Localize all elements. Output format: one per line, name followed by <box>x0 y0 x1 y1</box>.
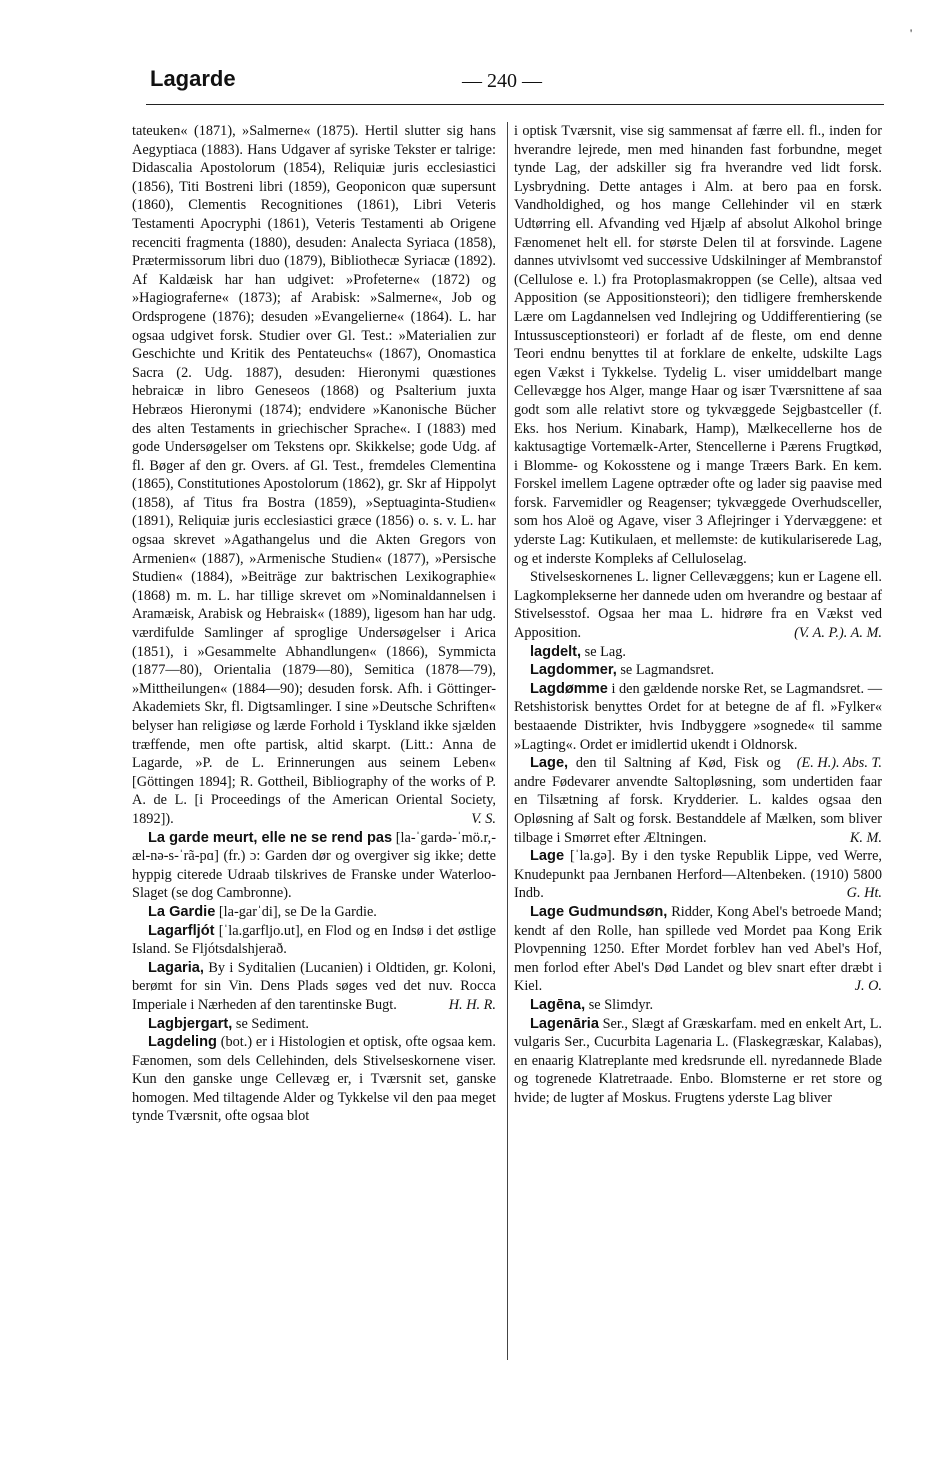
author-signature: G. Ht. <box>846 885 882 902</box>
entry-headword: Lagdommer, <box>530 662 617 679</box>
left-column <box>132 122 496 1126</box>
author-signature: V. S. <box>471 810 496 827</box>
entry-headword: Lagdeling <box>148 1034 217 1051</box>
author-signature: K. M. <box>849 829 882 846</box>
author-signature: (E. H.). Abs. T. <box>796 755 882 772</box>
entry-headword: Lage Gudmundsøn, <box>530 903 668 920</box>
author-signature: J. O. <box>854 978 882 995</box>
entry-text: se Slimdyr. <box>588 996 654 1013</box>
entry-lagena <box>514 996 882 1015</box>
entry-lagdeling <box>132 1033 496 1126</box>
entry-lagaria <box>132 959 496 1015</box>
entry-headword: Lage, <box>530 755 569 772</box>
page-header <box>150 66 884 100</box>
right-column <box>514 122 882 1107</box>
entry-text: [la-garˈdi], se De la Gardie. <box>218 903 377 920</box>
entry-text: tateuken« (1871), »Salmerne« (1875). Hertil slutter sig hans Aegyptiaca (1883). Hans Udgaver af syriske Tekster er talrige: Didascalia Apostolorum (1854), Reliquiæ juris ecclesiastici (1856), Titi Bostreni libri (1859), Geoponicon quæ supersunt (1860), Clementis Recognitiones (1861), Libri Veteris Testamenti Apocryphi (1861), Veteris Testamenti ab Origene recenciti fragmenta (1880), desuden: Analecta Syriaca (1858), Prætermissorum libri duo (1879), Bibliothecæ Syriacæ (1892). Af Kaldæisk har han udgivet: »Profeterne« (1872) og »Hagiograferne« (1873); af Arabisk: »Salmerne«, Job og Ordsprogene (1876); desuden »Evangelierne« (1864). L. har ogsaa udgivet forsk. Studier over Gl. Test.: »Materialien zur Geschichte und Kritik des Pentateuchs« (1867), Onomastica Sacra (2. Udg. 1887), desuden: Hieronymi quæstiones hebraicæ in libro Geneseos (1868) og Psalterium juxta Hebræos Hieronymi (1874); endvidere »Kanonische Bücher des alten Testaments in griechischer Sprache«. I (1883) med gode Undersøgelser om Tekstens opr. Skikkelse; gode Udg. af fl. Bøger af den gr. Overs. af Gl. Test., fremdeles Clementina (1865), Constitutiones Apostolorum (1862), gr. Skr af Hippolyt (1858), af Titus fra Bostra (1859), »Septuaginta-Studien« (1891), Reliquiæ juris ecclesiastici græce (1856) o. s. v. L. har ogsaa skrevet »Agathangelus und die Akten Gregors von Armenien« (1887), »Armenische Studien« (1877), »Persische Studien« (1884), »Beiträge zur baktrischen Lexikographie« (1868) m. m. L. har tillige skrevet om »Nominaldannelsen i Aramæisk, Arabisk og Hebraisk« (1889), ligesom han har udg. værdifulde Samlinger af sproglige Undersøgelser i Arica (1851), i »Gesammelte Abhandlungen« (1866), Symmicta (1877—80), Orientalia (1879—80), Semitica (1878—79), »Mittheilungen« (1884—90); desuden forsk. Afh. i Göttinger-Akademiets Skr, fl. Digtsamlinger. I sine »Deutsche Schriften« belyser han religiøse og lærde Forhold i Tyskland ikke sjælden træffende, men ofte partisk, altid skarpt. (Litt.: Anna de Lagarde, »P. de L. Erinnerungen aus seinem Leben« [Göttingen 1894]; R. Gottheil, Bibliography of the works of P. A. de L. [i Proceedings of the American Oriental Society, 1892]). <box>132 123 496 827</box>
entry-paragraph <box>514 568 882 642</box>
entry-text: Ser., Slægt af Græskarfam. med en enkelt Art, L. vulgaris Ser., Cucurbita Lagenaria L. (Flaskegræskar, Kalabas), en enaarig Klatreplante med kredsrunde ell. nyredannede Blade og togrenede Klatretraade. Enbo. Blomsterne er ret store og hvide; de lugter af Moskus. Frugtens yderste Lag bliver <box>514 1015 883 1106</box>
entry-lage-town <box>514 847 882 903</box>
entry-text: By i Syditalien (Lucanien) i Oldtiden, gr. Koloni, berømt for sin Vin. Dens Plads søges ved det nuv. Rocca Imperiale i Nærheden af den tarentinske Bugt. <box>132 959 496 1013</box>
entry-text: se Lagmandsret. <box>620 662 715 679</box>
entry-text: i optisk Tværsnit, vise sig sammensat af færre ell. fl., inden for hverandre lejrede, men med hinanden fast forbundne, meget tynde Lag, der adskiller sig fra hverandre ved lidt forsk. Lysbrydning. Dette antages i Alm. at bero paa en forsk. Vandholdighed, og hos mange Cellehinder vil en stærk Udtørring ell. Afvanding ved Hjælp af absolut Alkohol bringe Fænomenet helt ell. for største Delen til at forsvinde. Lagene dannes utvivlsomt ved successive Udskilninger af Membranstof (Cellulose e. l.) fra Protoplasmakroppen (se Celle), altsaa ved Apposition (se Appositionsteori); den tidligere fremherskende Lære om Lagdannelsen ved Indlejring og Uddifferentiering (se Intussusceptionsteori) er forladt af de fleste, om end denne Teori endnu benyttes til at forklare de enkelte, udskilte Lags egen Vækst i Tykkelse. Tydelig L. viser umiddelbart mange Cellevægge hos Alger, mange Haar og især Tværsnittene af saa godt som alle relativt store og tykvæggede Sejgbastceller (f. Eks. hos Nerium. Kinabark, Hamp), Mælkecellerne hos de kaktusagtige Vortemælk-Arter, Stencellerne i Pærens Frugtkød, i Blomme- og Kokosstene og i mange Træers Bark. En kem. Forskel imellem Lagene optræder ofte og lader sig paavise med forsk. Farvemidler og Reagenser; tykvæggede Overhudsceller, som hos Aloë og Agave, viser 3 Aflejringer i Ydervæggene: et yderste Lag: Kutikulaen, et mellemste: de kutikulariserede Lag, og et inderste Kompleks af Celluloselag. <box>514 123 882 567</box>
entry-la-garde-meurt <box>132 829 496 903</box>
entry-lagdelt <box>514 643 882 662</box>
entry-headword: Lage <box>530 848 565 865</box>
entry-text: (bot.) er i Histologien et optisk, ofte ogsaa kem. Fænomen, som dels Cellehinden, dels Stivelseskornene viser. Kun den ganske unge Cellevæg er, i Tværsnit set, ganske homogen. Med tiltagende Alder og Tykkelse vil den paa meget tynde Tværsnit, ofte ogsaa blot <box>132 1034 496 1125</box>
entry-text: Ridder, Kong Abel's betroede Mand; kendt af den Rolle, han spillede ved Mordet paa Kong Erik Plovpenning 1250. Efter Mordet forblev han ved Abel's Hof, men forlod efter Abel's Død Landet og blev snart efter dræbt i Kiel. <box>514 903 882 995</box>
entry-text: se Lag. <box>584 643 626 660</box>
author-signature: H. H. R. <box>448 996 496 1013</box>
author-signature: (V. A. P.). A. M. <box>794 625 882 642</box>
entry-headword: La garde meurt, elle ne se rend pas <box>148 829 393 846</box>
entry-text: se Sediment. <box>235 1015 309 1032</box>
entry-text: [ˈla.gə]. By i den tyske Republik Lippe, ved Werre, Knudepunkt paa Jernbanen Herford—Altenbeken. (1910) 5800 Indb. <box>514 848 882 902</box>
entry-lage-gudmundson <box>514 903 882 996</box>
entry-headword: lagdelt, <box>530 643 582 660</box>
entry-headword: La Gardie <box>148 903 216 920</box>
entry-lagarfljot <box>132 922 496 959</box>
entry-headword: Lagarfljót <box>148 922 215 939</box>
column-separator <box>507 122 508 1360</box>
entry-text: i den gældende norske Ret, se Lagmandsret. — Retshistorisk benyttes Ordet for at betegne de af fl. »Fylker« bestaaende Distrikter, hvis Indbyggere »sognede« til samme »Lagting«. Ordet er imidlertid ukendt i Oldnorsk. <box>514 680 883 753</box>
entry-headword: Lagbjergart, <box>148 1015 233 1032</box>
entry-headword: Lagaria, <box>148 959 204 976</box>
entry-lagdommer <box>514 661 882 680</box>
corner-mark: ' <box>910 26 913 40</box>
header-rule <box>146 104 884 105</box>
entry-headword: Lagēna, <box>530 996 586 1013</box>
entry-text: [la-ˈgardə-ˈmö.r,-æl-nə-s-ˈrã-pɑ] (fr.) ɔ: Garden dør og overgiver sig ikke; dette hyppig citerede Udraab tilskrives de Franske under Waterloo-Slaget (se dog Cambronne). <box>132 829 496 902</box>
entry-headword: Lagdømme <box>530 680 608 697</box>
entry-text: Stivelseskornenes L. ligner Cellevæggens; kun er Lagene ell. Lagkomplekserne her dannede uden om hverandre og bestaar af Stivelsesstof. Ogsaa her maa L. hidrøre fra en Vækst ved Apposition. <box>514 569 882 642</box>
entry-continuation <box>132 122 496 829</box>
header-word: Lagarde <box>150 66 236 91</box>
entry-text: den til Saltning af Kød, Fisk og andre Fødevarer anvendte Saltopløsning, som undertiden faar en Tilsætning af forsk. Krydderier. L. kaldes ogsaa den Opløsning af Salt og forsk. Bestanddele af Mælken, som bliver tilbage i Smørret efter Æltningen. <box>514 755 882 846</box>
page-number: — 240 — <box>462 70 542 92</box>
entry-la-gardie <box>132 903 496 922</box>
entry-lagenaria <box>514 1015 882 1108</box>
entry-lagbjergart <box>132 1015 496 1034</box>
entry-headword: Lagenāria <box>530 1015 599 1032</box>
entry-continuation <box>514 122 882 568</box>
entry-text: [ˈla.garfljo.ut], en Flod og en Indsø i det østlige Island. Se Fljótsdalshjerað. <box>132 922 497 958</box>
